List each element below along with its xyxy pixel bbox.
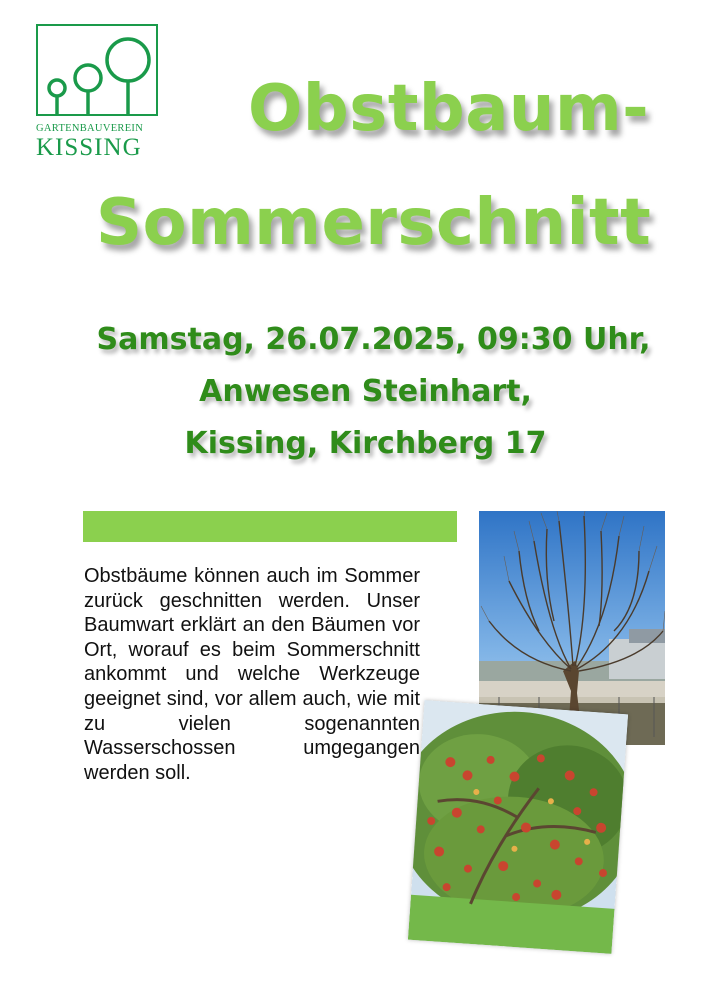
club-logo bbox=[36, 24, 166, 162]
event-address: Kissing, Kirchberg 17 bbox=[184, 426, 547, 461]
logo-frame bbox=[36, 24, 158, 116]
accent-bar bbox=[83, 511, 457, 542]
three-trees-icon bbox=[38, 26, 156, 114]
apple-tree-photo bbox=[408, 700, 628, 954]
title-line-1: Obstbaum- bbox=[248, 72, 650, 146]
logo-town-line: KISSING bbox=[36, 134, 142, 161]
event-date-time: Samstag, 26.07.2025, 09:30 Uhr, bbox=[96, 322, 651, 357]
description-text: Obstbäume können auch im Sommer zurück geschnitten werden. Unser Baumwart erklärt an den Bäumen vor Ort, worauf es beim Sommerschnitt ankommt und welche Werkzeuge geeignet sind, vor allem auch, wie mit zu vielen sogenannten Wasserschossen umgegangen werden soll. bbox=[84, 565, 420, 784]
logo-organization-line: GARTENBAUVEREIN bbox=[36, 123, 144, 134]
event-venue: Anwesen Steinhart, bbox=[199, 374, 532, 409]
title-line-2: Sommerschnitt bbox=[96, 186, 652, 260]
